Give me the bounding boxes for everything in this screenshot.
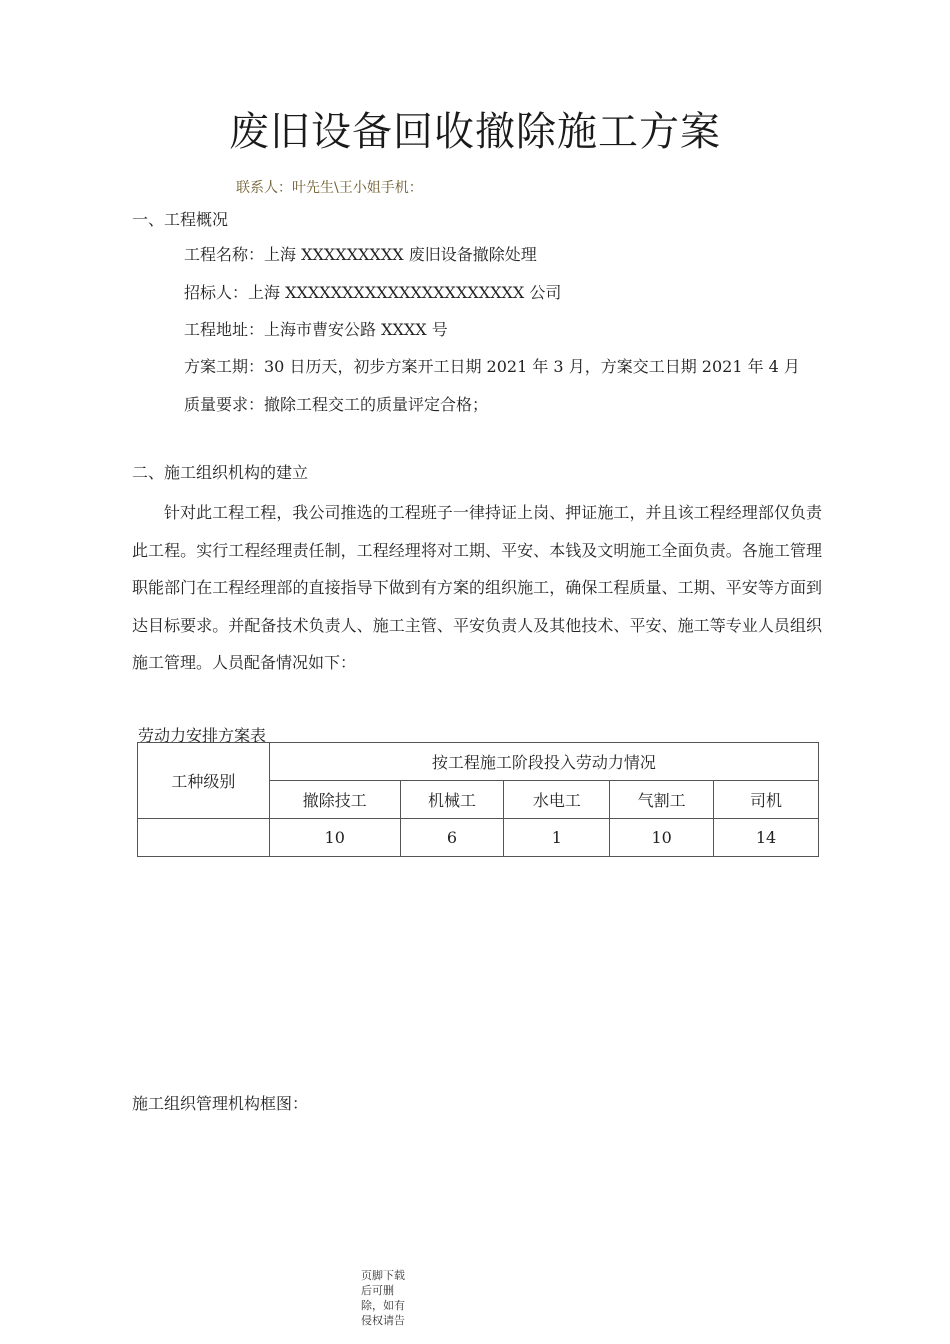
table-row [138, 819, 819, 857]
value-cell: 1 [504, 819, 610, 857]
project-name-line: 工程名称：上海 XXXXXXXXX 废旧设备撤除处理 [184, 245, 537, 264]
column-header-cell: 水电工 [504, 781, 610, 819]
column-header-cell: 气割工 [610, 781, 714, 819]
group-header-cell: 按工程施工阶段投入劳动力情况 [269, 743, 818, 781]
value-cell: 10 [269, 819, 400, 857]
table-caption: 劳动力安排方案表 [138, 726, 267, 745]
row-header-cell: 工种级别 [138, 743, 270, 819]
quality-line: 质量要求：撤除工程交工的质量评定合格； [184, 395, 489, 414]
value-cell: 10 [610, 819, 714, 857]
column-header-cell: 机械工 [400, 781, 504, 819]
section-heading-organization: 二、施工组织机构的建立 [132, 463, 309, 482]
table-row [138, 743, 819, 781]
column-header-cell: 撤除技工 [269, 781, 400, 819]
section-heading-overview: 一、工程概况 [132, 210, 229, 229]
page-title: 废旧设备回收撤除施工方案 [229, 109, 721, 155]
schedule-line: 方案工期：30 日历天，初步方案开工日期 2021 年 3 月，方案交工日期 2021 年 4 月 [184, 357, 800, 376]
contact-line: 联系人：叶先生\王小姐手机： [236, 180, 423, 196]
org-chart-label: 施工组织管理机构框图： [132, 1094, 309, 1113]
value-cell: 6 [400, 819, 504, 857]
value-cell: 14 [714, 819, 819, 857]
tenderer-line: 招标人：上海 XXXXXXXXXXXXXXXXXXXXX 公司 [184, 283, 562, 302]
project-address-line: 工程地址：上海市曹安公路 XXXX 号 [184, 320, 448, 339]
empty-cell [138, 819, 270, 857]
footer-note: 页脚下载后可删除，如有侵权请告 [361, 1269, 405, 1327]
labor-table [137, 742, 819, 857]
organization-paragraph: 针对此工程工程，我公司推选的工程班子一律持证上岗、押证施工，并且该工程经理部仅负责此工程。实行工程经理责任制，工程经理将对工期、平安、本钱及文明施工全面负责。各施工管理职能部门在工程经理部的直接指导下做到有方案的组织施工，确保工程质量、工期、平安等方面到达目标要求。并配备技术负责人、施工主管、平安负责人及其他技术、平安、施工等专业人员组织施工管理。人员配备情况如下： [132, 503, 822, 672]
column-header-cell: 司机 [714, 781, 819, 819]
